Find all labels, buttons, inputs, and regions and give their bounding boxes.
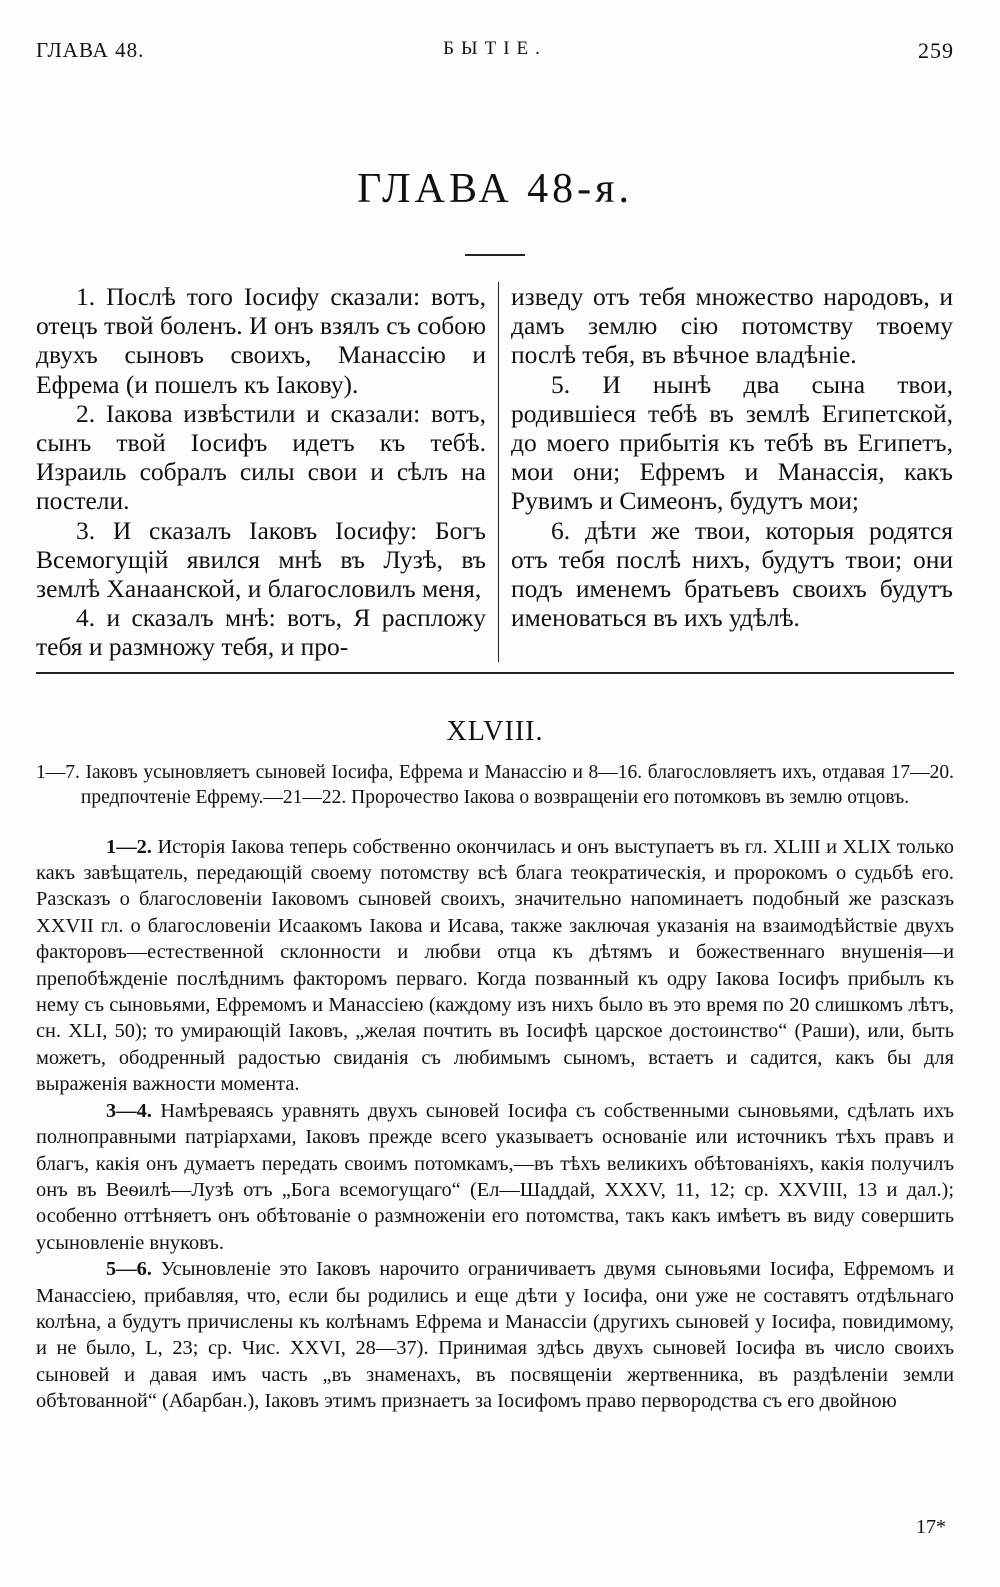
commentary — [36, 834, 954, 1415]
verse-reference: 1—2. — [106, 835, 152, 858]
page-number: 259 — [918, 38, 954, 63]
commentary-text: Намѣреваясь уравнять двухъ сыновей Іосифа съ собственными сыновьями, сдѣлать ихъ полноправными патріархами, Іаковъ прежде всего указываетъ основаніе или источникъ тѣхъ правъ и благъ, какія онъ думаетъ передать своимъ потомкамъ,—въ тѣхъ великихъ обѣтованіяхъ, какія получилъ онъ въ Веѳилѣ—Лузѣ отъ „Бога всемогущаго“ (Ел—Шаддай, XXXV, 11, 12; ср. XXVIII, 13 и дал.); особенно оттѣняетъ онъ обѣтованіе о размноженіи его потомства, такъ какъ имѣетъ въ виду совершить усыновленіе внуковъ. — [36, 1099, 954, 1254]
verse-columns — [36, 282, 954, 674]
commentary-text: Усыновленіе это Іаковъ нарочито ограничиваетъ двумя сыновьями Іосифа, Ефремомъ и Манассіею, прибавляя, что, если бы родились и еще дѣти у Іосифа, они уже не составятъ отдѣльнаго колѣна, а будутъ причислены къ колѣнамъ Ефрема и Манассіи (другихъ сыновей у Іосифа, повидимому, и не было, L, 23; ср. Чис. XXVI, 28—37). Принимая здѣсь двухъ сыновей Іосифа въ число своихъ сыновей и давая имъ часть „въ знаменахъ, въ посвященіи жертвенника, въ раздѣленіи земли обѣтованной“ (Абарбан.), Іаковъ этимъ признаетъ за Іосифомъ право первородства съ его двойною — [36, 1258, 954, 1413]
verse-2: 2. Іакова извѣстили и сказали: вотъ, сынъ твой Іосифъ идетъ къ тебѣ. Израиль собралъ силы свои и сѣлъ на постели. — [36, 398, 486, 516]
title-rule — [465, 254, 525, 256]
chapter-title: ГЛАВА 48-я. — [357, 166, 633, 212]
verse-reference: 3—4. — [106, 1099, 152, 1122]
verse-column-left — [36, 282, 499, 662]
section-numeral: XLVIII. — [446, 715, 544, 747]
commentary-paragraph — [36, 1098, 954, 1256]
commentary-paragraph — [36, 834, 954, 1098]
verse-5: 5. И нынѣ два сына твои, родившіеся тебѣ въ землѣ Египетской, до моего прибытія къ тебѣ въ Египетъ, мои они; Ефремъ и Манассія, какъ Рувимъ и Симеонъ, будутъ мои; — [511, 369, 953, 516]
commentary-text: Исторія Іакова теперь собственно окончилась и онъ выступаетъ въ гл. XLIII и XLIX только какъ завѣщатель, передающій своему потомству всѣ блага теократическія, и пророкомъ о судьбѣ его. Разсказъ о благословеніи Іаковомъ сыновей своихъ, значительно напоминаетъ подобный же разсказъ XXVII гл. о благословеніи Исаакомъ Іакова и Исава, также заключая указанія на взаимодѣйствіе двухъ факторовъ—естественной склонности и любви отца къ дѣтямъ и божественнаго внушенія—и препобѣжденіе послѣднимъ факторомъ перваго. Когда позванный къ одру Іакова Іосифъ прибылъ къ нему съ сыновьями, Ефремомъ и Манассіею (каждому изъ нихъ было въ это время по 20 слишкомъ лѣтъ, сн. XLI, 50); то умирающій Іаковъ, „желая почтить въ Іосифѣ царское достоинство“ (Раши), или, быть можетъ, ободренный радостью свиданія съ любимымъ сыномъ, встаетъ и садится, какъ бы для выраженія важности момента. — [36, 835, 954, 1096]
running-head-book: БЫТІЕ. — [443, 38, 547, 59]
verse-4: 4. и сказалъ мнѣ: вотъ, Я распложу тебя и размножу тебя, и про- — [36, 603, 486, 662]
signature-mark: 17* — [916, 1516, 946, 1538]
verse-1: 1. Послѣ того Іосифу сказали: вотъ, отецъ твой боленъ. И онъ взялъ съ собою двухъ сыновъ своихъ, Манассію и Ефрема (и пошелъ къ Іакову). — [36, 282, 486, 399]
commentary-paragraph — [36, 1256, 954, 1414]
verse-column-right — [499, 282, 953, 662]
running-head — [36, 28, 954, 63]
page — [36, 28, 954, 1415]
verse-4-continuation: изведу отъ тебя множество народовъ, и дамъ землю сію потомству твоему послѣ тебя, въ вѣчное владѣніе. — [511, 282, 953, 370]
chapter-synopsis: 1—7. Іаковъ усыновляетъ сыновей Іосифа, Ефрема и Манассію и 8—16. благословляетъ ихъ, отдавая 17—20. предпочтеніе Ефрему.—21—22. Пророчество Іакова о возвращеніи его потомковъ въ землю отцовъ. — [36, 761, 954, 808]
running-head-chapter: ГЛАВА 48. — [36, 38, 145, 62]
verse-6: 6. дѣти же твои, которыя родятся отъ тебя послѣ нихъ, будутъ твои; они подъ именемъ братьевъ своихъ будутъ именоваться въ ихъ удѣлѣ. — [511, 515, 953, 633]
verse-reference: 5—6. — [106, 1258, 152, 1281]
verse-3: 3. И сказалъ Іаковъ Іосифу: Богъ Всемогущій явился мнѣ въ Лузѣ, въ землѣ Ханаанской, и благословилъ меня, — [36, 515, 486, 604]
